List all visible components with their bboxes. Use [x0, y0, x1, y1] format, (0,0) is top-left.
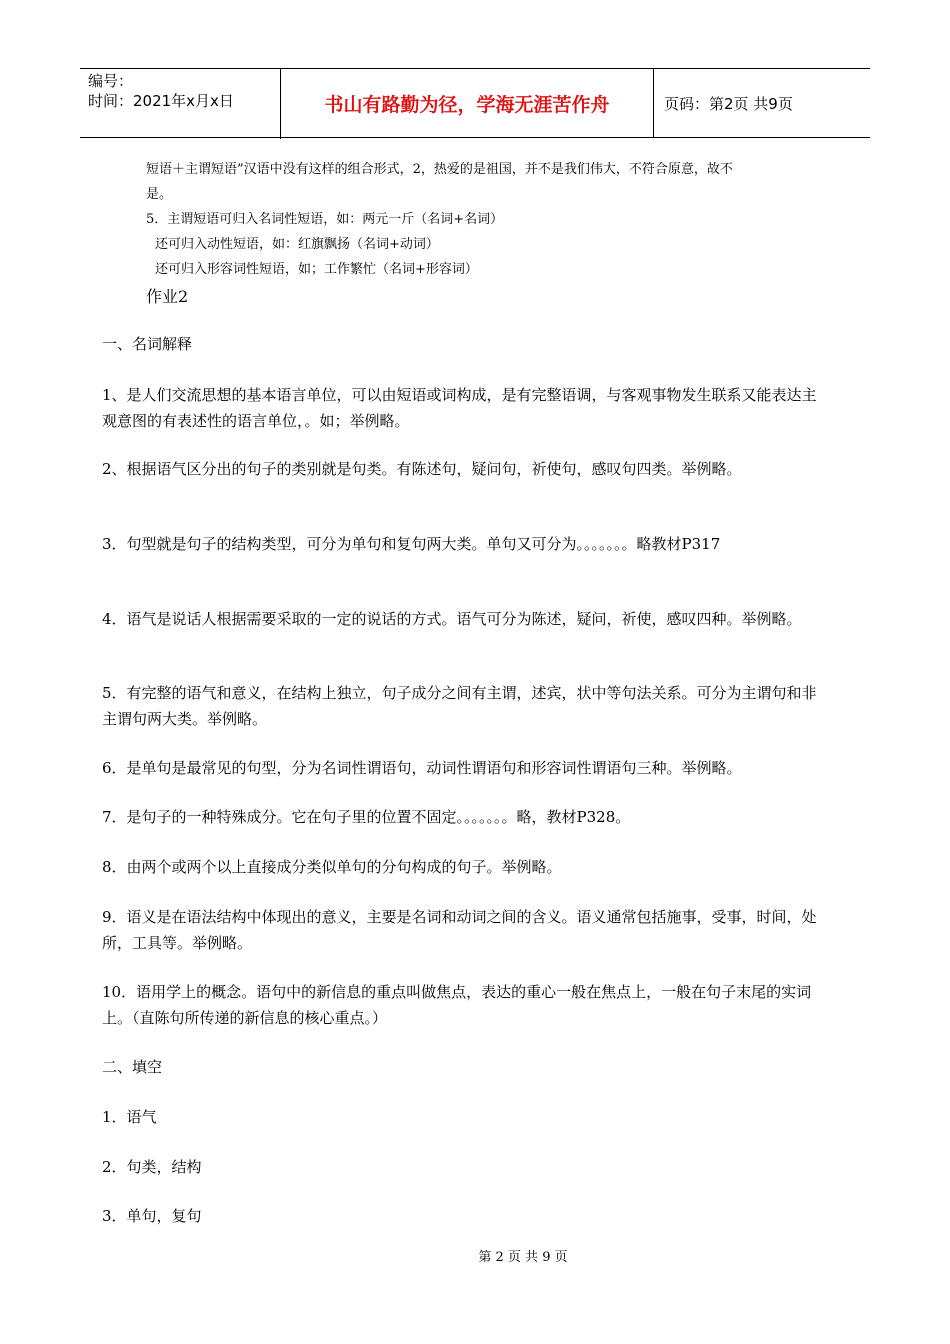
footer-page-number: 第 2 页 共 9 页 — [478, 1250, 568, 1265]
document-time-label: 时间：2021年x月x日 — [88, 92, 234, 110]
definition-item: 9．语义是在语法结构中体现出的意义，主要是名词和动词之间的含义。语义通常包括施事，受事，时间，处所，工具等。举例略。 — [102, 908, 817, 952]
page-footer — [0, 1246, 950, 1265]
section-title-fill-blank: 二、填空 — [102, 1058, 163, 1076]
intro-line: 还可归入动性短语，如：红旗飘扬（名词+动词） — [155, 237, 439, 252]
definition-item: 7．是句子的一种特殊成分。它在句子里的位置不固定。。。。。。。略，教材P328。 — [102, 808, 631, 826]
header-page-label: 页码：第2页 共9页 — [664, 94, 793, 113]
fill-answer: 3．单句，复句 — [102, 1207, 202, 1225]
definition-item: 1、是人们交流思想的基本语言单位，可以由短语或词构成，是有完整语调，与客观事物发生联系又能表达主观意图的有表述性的语言单位，。如；举例略。 — [102, 386, 817, 430]
intro-line: 短语＋主谓短语”汉语中没有这样的组合形式，2，热爱的是祖国，并不是我们伟大，不符合原意，故不 — [146, 162, 733, 177]
fill-answer: 1．语气 — [102, 1108, 157, 1126]
homework-title: 作业2 — [146, 287, 189, 306]
intro-line: 5．主谓短语可归入名词性短语，如：两元一斤（名词+名词） — [146, 212, 504, 227]
section-title-definitions: 一、名词解释 — [102, 335, 193, 353]
page-header — [80, 68, 870, 138]
definition-item: 3．句型就是句子的结构类型，可分为单句和复句两大类。单句又可分为。。。。。。。略教材P317 — [102, 535, 721, 553]
fill-answer: 2．句类，结构 — [102, 1158, 202, 1176]
definition-item: 8．由两个或两个以上直接成分类似单句的分句构成的句子。举例略。 — [102, 858, 562, 876]
document-number-label: 编号： — [88, 72, 134, 90]
definition-item: 5．有完整的语气和意义，在结构上独立，句子成分之间有主谓，述宾，状中等句法关系。可分为主谓句和非主谓句两大类。举例略。 — [102, 684, 817, 728]
definition-item: 6．是单句是最常见的句型，分为名词性谓语句，动词性谓语句和形容词性谓语句三种。举例略。 — [102, 759, 742, 777]
intro-line: 是。 — [146, 187, 173, 202]
definition-item: 10．语用学上的概念。语句中的新信息的重点叫做焦点，表达的重心一般在焦点上，一般在句子末尾的实词上。（直陈句所传递的新信息的核心重点。） — [102, 983, 812, 1027]
header-meta — [80, 69, 281, 139]
definition-item: 2、根据语气区分出的句子的类别就是句类。有陈述句，疑问句，祈使句，感叹句四类。举例略。 — [102, 460, 742, 478]
definition-item: 4．语气是说话人根据需要采取的一定的说话的方式。语气可分为陈述，疑问，祈使，感叹四种。举例略。 — [102, 610, 802, 628]
header-motto: 书山有路勤为径，学海无涯苦作舟 — [281, 69, 654, 137]
intro-line: 还可归入形容词性短语，如；工作繁忙（名词+形容词） — [155, 262, 478, 277]
